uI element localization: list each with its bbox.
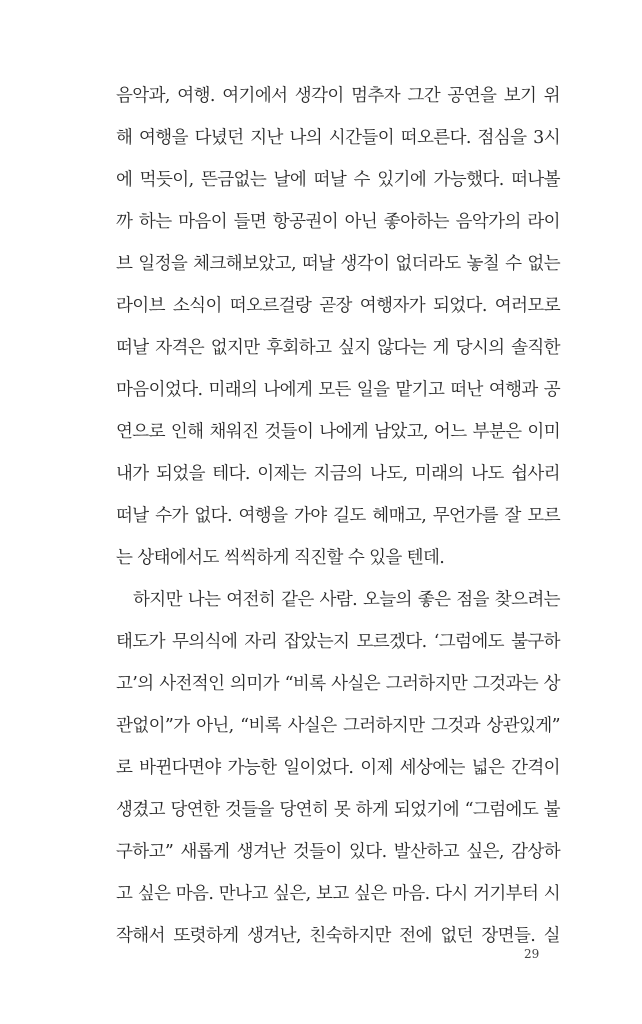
text-line: 떠날 수가 없다. 여행을 가야 길도 헤매고, 무언가를 잘 모르 bbox=[116, 506, 560, 526]
paragraph-1 bbox=[116, 75, 560, 579]
text-line: 연으로 인해 채워진 것들이 나에게 남았고, 어느 부분은 이미 bbox=[116, 422, 560, 442]
text-line: 떠날 자격은 없지만 후회하고 싶지 않다는 게 당시의 솔직한 bbox=[116, 338, 560, 358]
text-line: 라이브 소식이 떠오르걸랑 곧장 여행자가 되었다. 여러모로 bbox=[116, 296, 560, 316]
text-line: 작해서 또렷하게 생겨난, 친숙하지만 전에 없던 장면들. 실 bbox=[116, 926, 560, 946]
body-text bbox=[116, 75, 560, 957]
text-line: 관없이”가 아닌, “비록 사실은 그러하지만 그것과 상관있게” bbox=[116, 716, 560, 736]
text-line: 는 상태에서도 씩씩하게 직진할 수 있을 텐데. bbox=[116, 548, 445, 568]
paragraph-2 bbox=[116, 579, 560, 957]
text-line: 마음이었다. 미래의 나에게 모든 일을 맡기고 떠난 여행과 공 bbox=[116, 380, 560, 400]
text-line: 고 싶은 마음. 만나고 싶은, 보고 싶은 마음. 다시 거기부터 시 bbox=[116, 884, 560, 904]
text-line: 고’의 사전적인 의미가 “비록 사실은 그러하지만 그것과는 상 bbox=[116, 674, 560, 694]
text-line: 브 일정을 체크해보았고, 떠날 생각이 없더라도 놓칠 수 없는 bbox=[116, 254, 560, 274]
text-line: 구하고” 새롭게 생겨난 것들이 있다. 발산하고 싶은, 감상하 bbox=[116, 842, 560, 862]
text-line: 해 여행을 다녔던 지난 나의 시간들이 떠오른다. 점심을 3시 bbox=[116, 128, 560, 148]
text-line: 에 먹듯이, 뜬금없는 날에 떠날 수 있기에 가능했다. 떠나볼 bbox=[116, 170, 560, 190]
page-number: 29 bbox=[524, 947, 540, 961]
text-line: 내가 되었을 테다. 이제는 지금의 나도, 미래의 나도 쉽사리 bbox=[116, 464, 560, 484]
text-line: 음악과, 여행. 여기에서 생각이 멈추자 그간 공연을 보기 위 bbox=[116, 86, 560, 106]
text-line: 생겼고 당연한 것들을 당연히 못 하게 되었기에 “그럼에도 불 bbox=[116, 800, 560, 820]
text-line: 하지만 나는 여전히 같은 사람. 오늘의 좋은 점을 찾으려는 bbox=[133, 590, 560, 610]
text-line: 까 하는 마음이 들면 항공권이 아닌 좋아하는 음악가의 라이 bbox=[116, 212, 560, 232]
text-line: 로 바뀐다면야 가능한 일이었다. 이제 세상에는 넓은 간격이 bbox=[116, 758, 560, 778]
text-line: 태도가 무의식에 자리 잡았는지 모르겠다. ‘그럼에도 불구하 bbox=[116, 632, 560, 652]
